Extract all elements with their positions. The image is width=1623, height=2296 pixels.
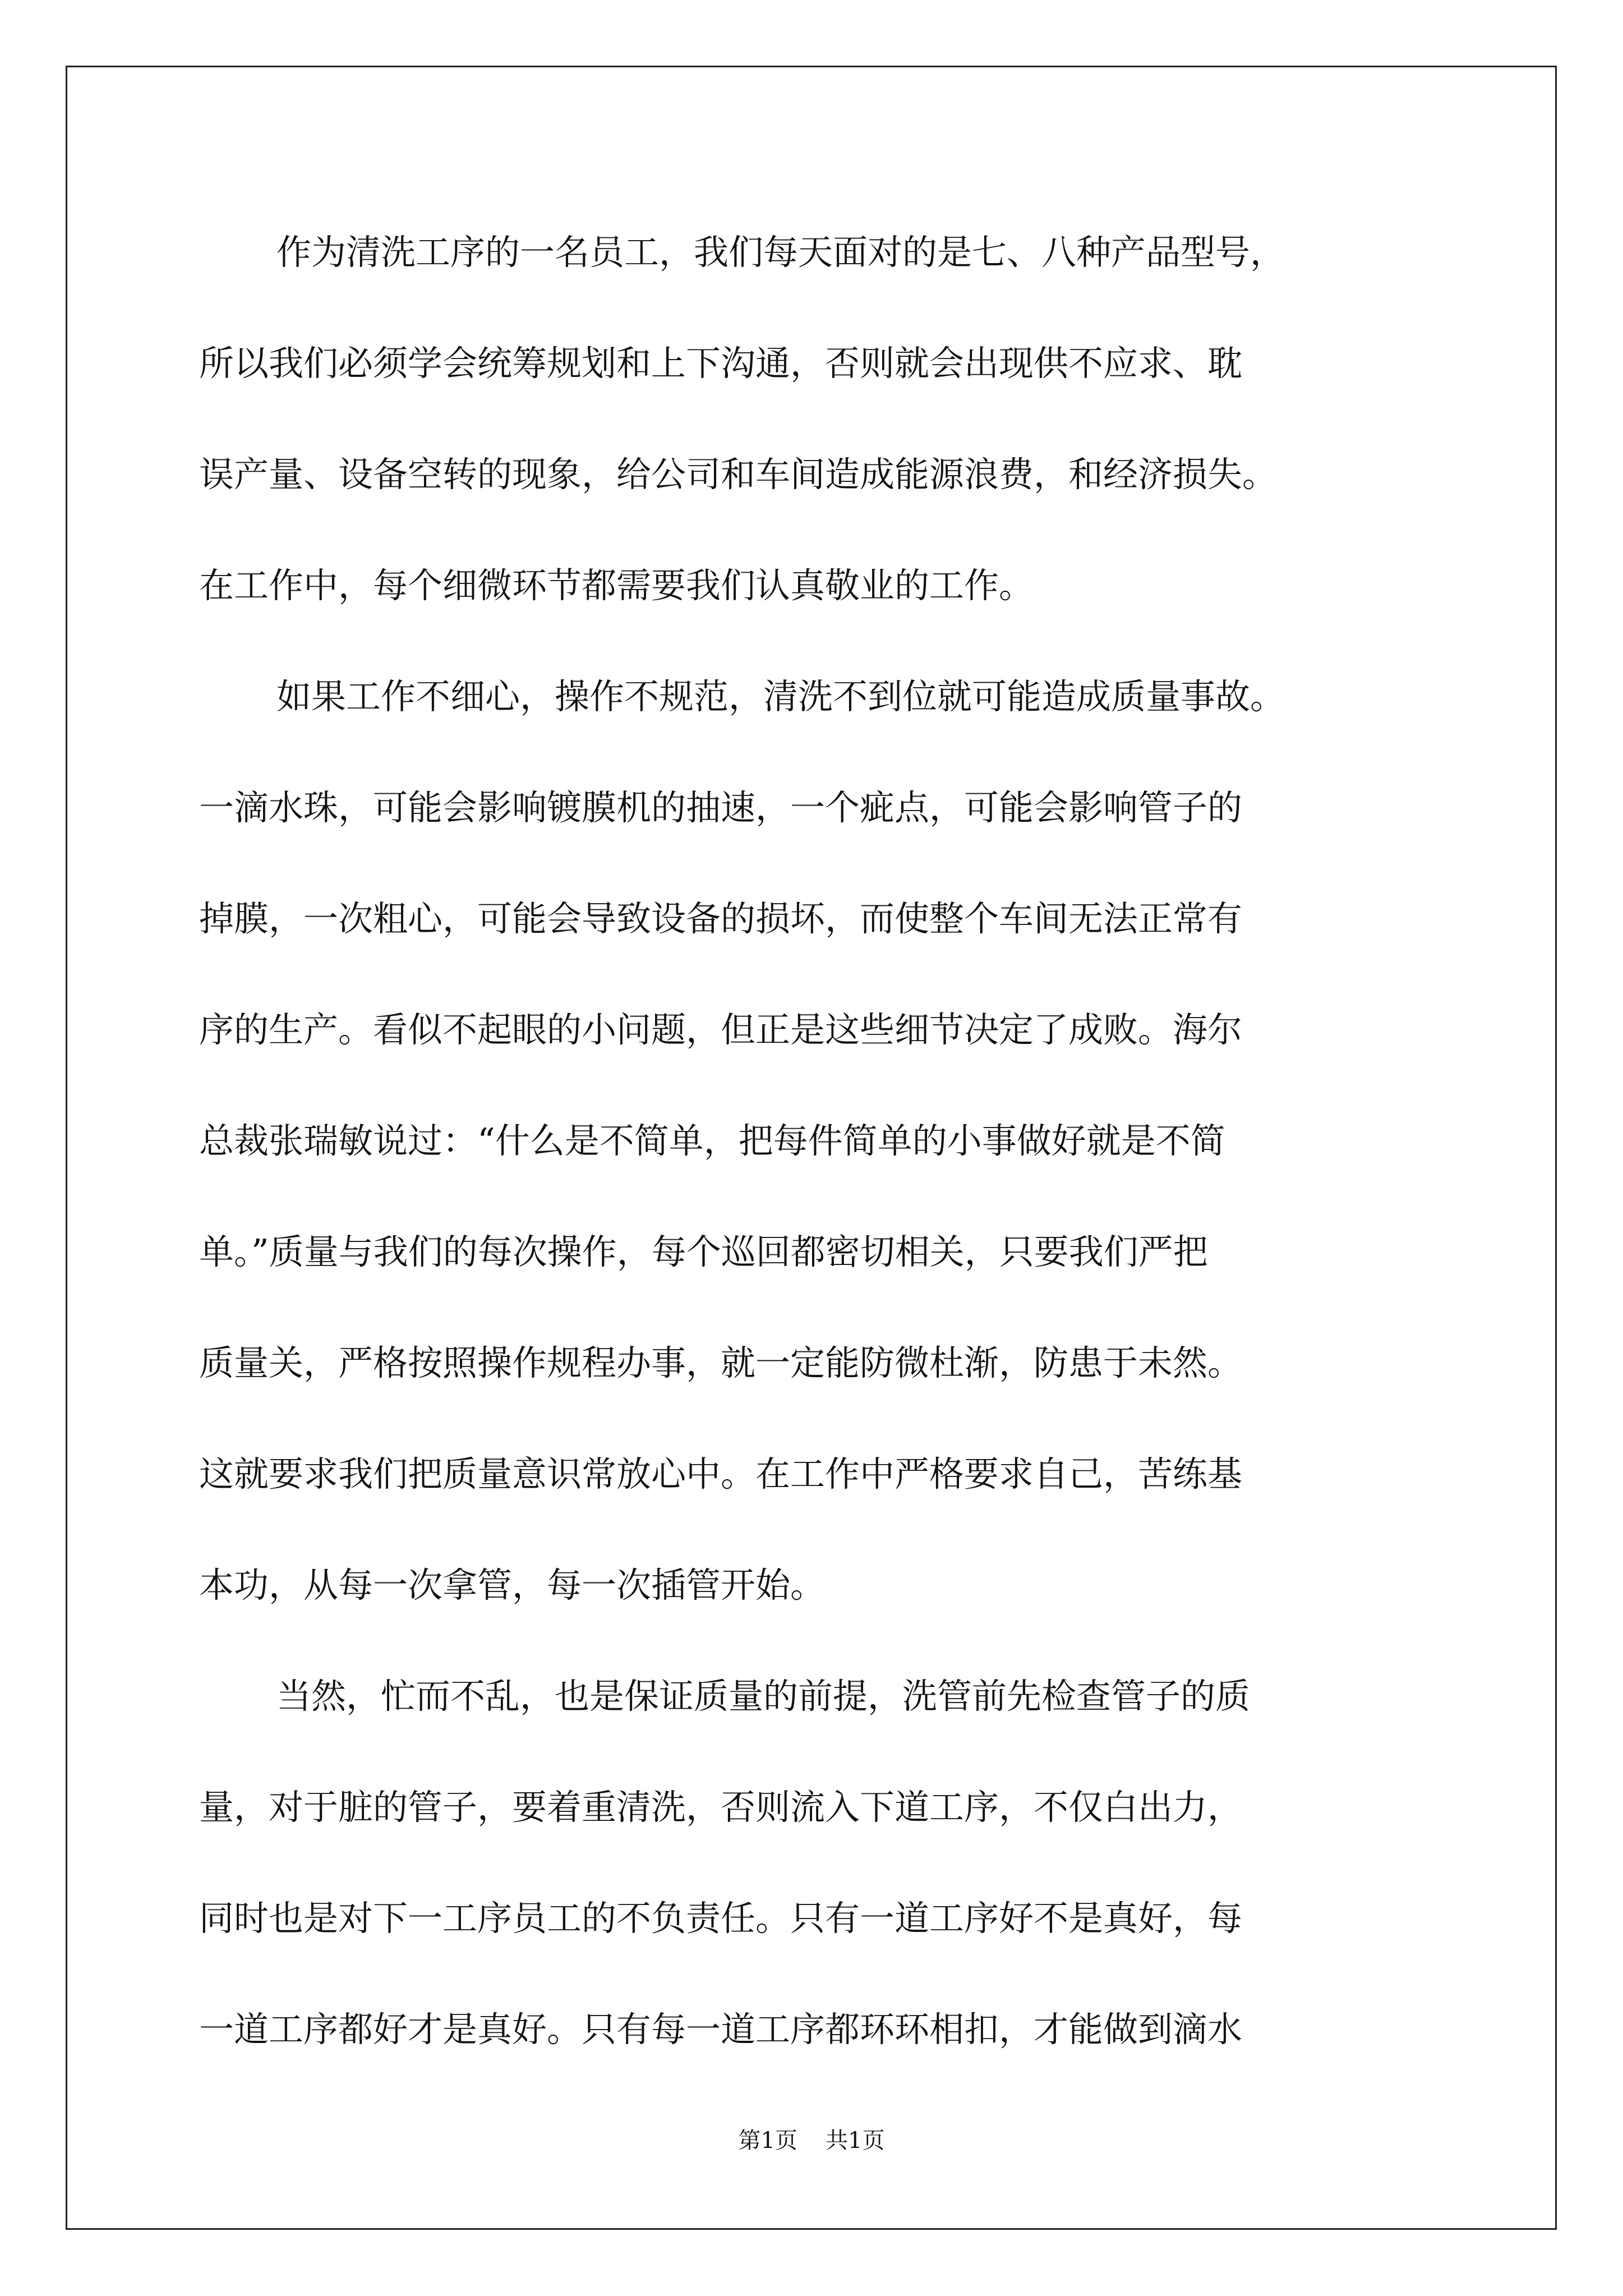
- paragraph-3-line-1: 当然，忙而不乱，也是保证质量的前提，洗管前先检查管子的质: [276, 1676, 1251, 1717]
- page-total: 共1页: [826, 2128, 885, 2154]
- paragraph-2-line-8: 这就要求我们把质量意识常放心中。在工作中严格要求自己，苦练基: [199, 1453, 1243, 1494]
- paragraph-2-line-5: 总裁张瑞敏说过：“什么是不简单，把每件简单的小事做好就是不简: [199, 1120, 1225, 1161]
- paragraph-3-line-3: 同时也是对下一工序员工的不负责任。只有一道工序好不是真好，每: [199, 1898, 1243, 1939]
- paragraph-3-line-4: 一道工序都好才是真好。只有每一道工序都环环相扣，才能做到滴水: [199, 2009, 1243, 2050]
- paragraph-2-line-2: 一滴水珠，可能会影响镀膜机的抽速，一个疵点，可能会影响管子的: [199, 787, 1243, 828]
- paragraph-2-line-1: 如果工作不细心，操作不规范，清洗不到位就可能造成质量事故。: [276, 676, 1285, 717]
- page-footer: [0, 2124, 1623, 2157]
- paragraph-1-line-2: 所以我们必须学会统筹规划和上下沟通，否则就会出现供不应求、耽: [199, 343, 1243, 384]
- document-body: [199, 218, 1433, 2106]
- paragraph-1-line-1: 作为清洗工序的一名员工，我们每天面对的是七、八种产品型号，: [276, 232, 1285, 273]
- paragraph-2-line-6: 单。”质量与我们的每次操作，每个巡回都密切相关，只要我们严把: [199, 1231, 1208, 1272]
- paragraph-2-line-3: 掉膜，一次粗心，可能会导致设备的损坏，而使整个车间无法正常有: [199, 898, 1243, 939]
- paragraph-3-line-2: 量，对于脏的管子，要着重清洗，否则流入下道工序，不仅白出力，: [199, 1787, 1243, 1828]
- paragraph-2-line-4: 序的生产。看似不起眼的小问题，但正是这些细节决定了成败。海尔: [199, 1009, 1243, 1050]
- paragraph-2-line-7: 质量关，严格按照操作规程办事，就一定能防微杜渐，防患于未然。: [199, 1342, 1243, 1383]
- paragraph-2-line-9: 本功，从每一次拿管，每一次插管开始。: [199, 1565, 826, 1605]
- paragraph-1-line-3: 误产量、设备空转的现象，给公司和车间造成能源浪费，和经济损失。: [199, 454, 1278, 495]
- page-number: 第1页: [738, 2128, 797, 2154]
- paragraph-1-line-4: 在工作中，每个细微环节都需要我们认真敬业的工作。: [199, 565, 1034, 606]
